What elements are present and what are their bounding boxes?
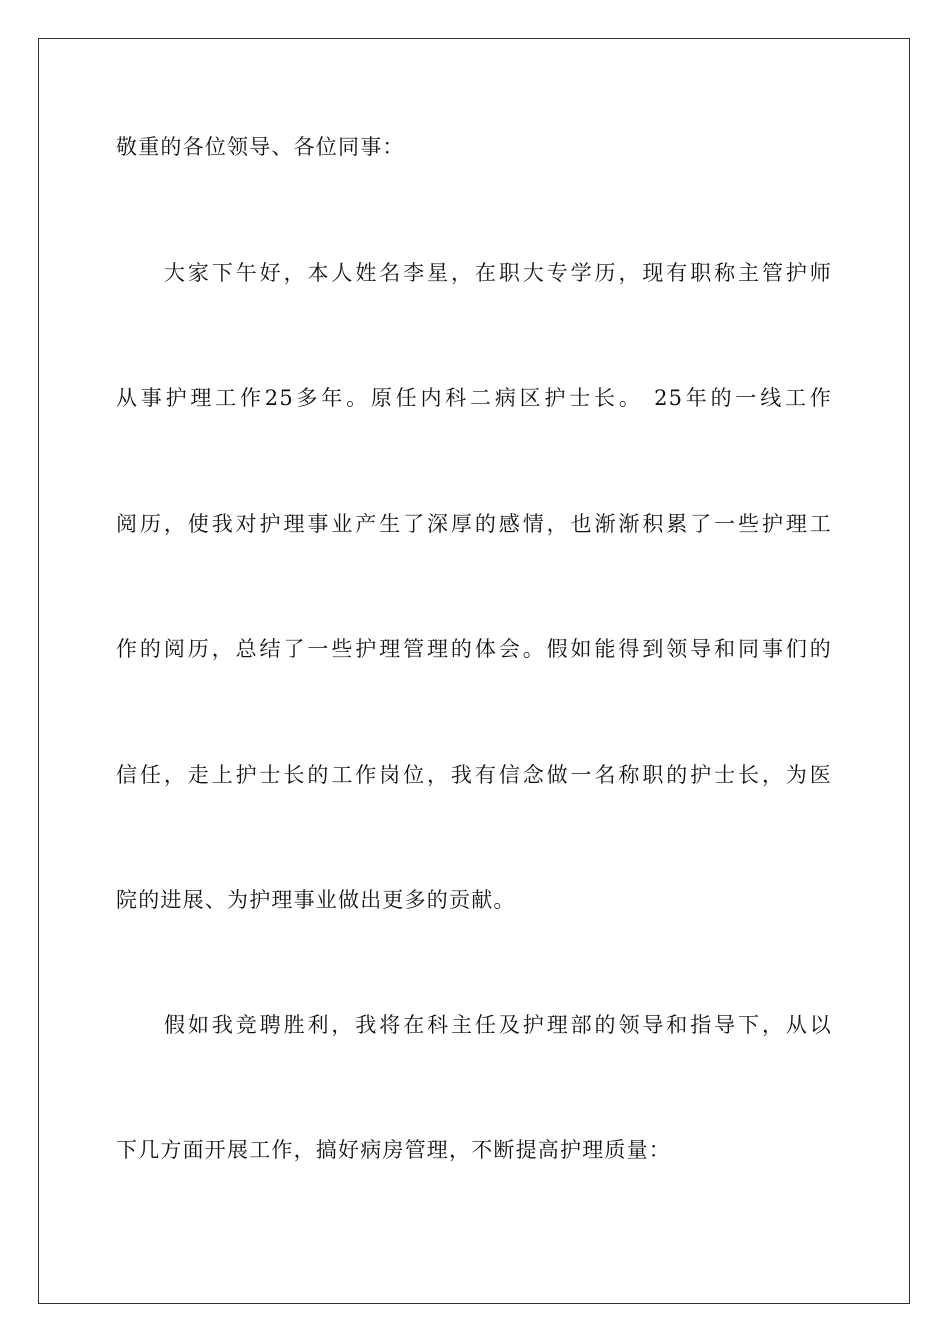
paragraph-2-line-2: 下几方面开展工作，搞好病房管理，不断提高护理质量：: [116, 1138, 671, 1162]
paragraph-1-line-3: 阅历，使我对护理事业产生了深厚的感情，也渐渐积累了一些护理工: [116, 512, 832, 536]
paragraph-1-line-6: 院的进展、为护理事业做出更多的贡献。: [116, 888, 516, 912]
paragraph-1-line-4: 作的阅历，总结了一些护理管理的体会。假如能得到领导和同事们的: [116, 637, 832, 661]
paragraph-1-line-2: 从事护理工作25多年。原任内科二病区护士长。 25年的一线工作: [116, 386, 832, 410]
paragraph-2-line-1: 假如我竞聘胜利，我将在科主任及护理部的领导和指导下，从以: [164, 1013, 832, 1037]
salutation: 敬重的各位领导、各位同事：: [116, 135, 405, 159]
page-border: [38, 38, 910, 1304]
paragraph-1-line-1: 大家下午好，本人姓名李星，在职大专学历，现有职称主管护师: [164, 261, 832, 285]
paragraph-1-line-5: 信任，走上护士长的工作岗位，我有信念做一名称职的护士长，为医: [116, 763, 832, 787]
